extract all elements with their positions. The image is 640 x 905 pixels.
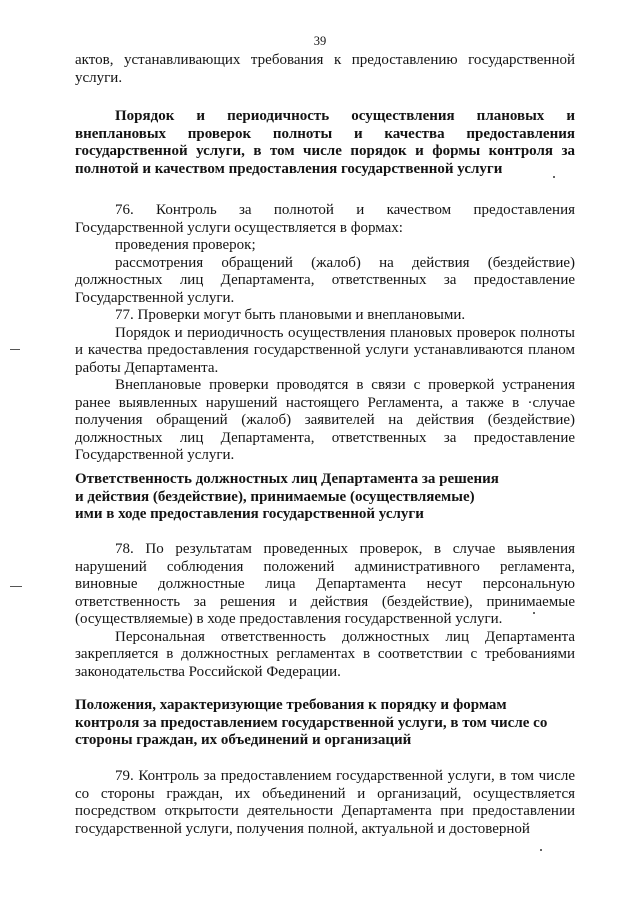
heading-responsibility-line-1: Ответственность должностных лиц Департамента за решения (75, 471, 499, 487)
scan-dot (553, 176, 555, 178)
continuation-text (75, 52, 575, 87)
paragraph-77-unplanned: Внеплановые проверки проводятся в связи с проверкой устранения ранее выявленных нарушений настоящего Регламента, а также в ·случае получения обращений (жалоб) заявителей на действия (бездействие) должностных лиц Департамента, ответственных за предоставление Государственной услуги. (75, 377, 575, 463)
heading-control-line-3: стороны граждан, их объединений и организаций (75, 732, 412, 748)
heading-responsibility-line-2: и действия (бездействие), принимаемые (осуществляемые) (75, 488, 475, 505)
heading-control-line-1: Положения, характеризующие требования к порядку и формам (75, 697, 507, 713)
paragraph-79-block (75, 768, 575, 838)
continuation-line-1: актов, устанавливающих требования к предоставлению государственной (75, 52, 575, 68)
paragraph-76-line-1: 76. Контроль за полнотой и качеством предоставления (115, 202, 575, 218)
paragraph-78-personal: Персональная ответственность должностных лиц Департамента закрепляется в должностных регламентах в соответствии с требованиями законодательства Российской Федерации. (75, 628, 575, 680)
section-heading-responsibility (75, 471, 575, 524)
scan-dot (533, 612, 535, 614)
form-item-checks: проведения проверок; (115, 237, 256, 253)
section-heading-control-requirements (75, 697, 575, 750)
paragraph-78: 78. По результатам проведенных проверок, в случае выявления нарушений соблюдения положений административного регламента, виновные должностные лица Департамента несут персональную ответственность за решения и действия (бездействие), принимаемые (осуществляемые) в ходе предоставления государственной услуги. (75, 541, 575, 627)
scan-mark (10, 349, 20, 350)
scan-dot (540, 849, 542, 851)
continuation-line-2: услуги. (75, 69, 123, 86)
paragraph-76 (75, 202, 575, 465)
section-heading-planned-checks (75, 108, 575, 178)
paragraph-77: 77. Проверки могут быть плановыми и внеплановыми. (115, 307, 466, 323)
scan-mark (10, 586, 22, 587)
page-number: 39 (313, 34, 327, 48)
paragraph-76-line-2: Государственной услуги осуществляется в формах: (75, 219, 403, 236)
paragraph-79: 79. Контроль за предоставлением государственной услуги, в том числе со стороны граждан, их объединений и организаций, осуществляется посредством открытости деятельности Департамента при предоставлении государственной услуги, получения полной, актуальной и достоверной (75, 768, 575, 837)
heading-responsibility-line-3: ими в ходе предоставления государственной услуги (75, 506, 424, 522)
paragraph-77-order: Порядок и периодичность осуществления плановых проверок полноты и качества предоставления государственной услуги устанавливаются планом работы Департамента. (75, 324, 575, 376)
heading-control-line-2: контроля за предоставлением государственной услуги, в том числе со (75, 714, 548, 731)
form-item-complaints: рассмотрения обращений (жалоб) на действия (бездействие) должностных лиц Департамента, ответственных за предоставление Государственной услуги. (75, 254, 575, 306)
heading-planned-checks: Порядок и периодичность осуществления плановых и внеплановых проверок полноты и качества предоставления государственной услуги, в том числе порядок и формы контроля за полнотой и качеством предоставления государственной услуги (75, 108, 575, 177)
paragraph-78-block (75, 541, 575, 681)
